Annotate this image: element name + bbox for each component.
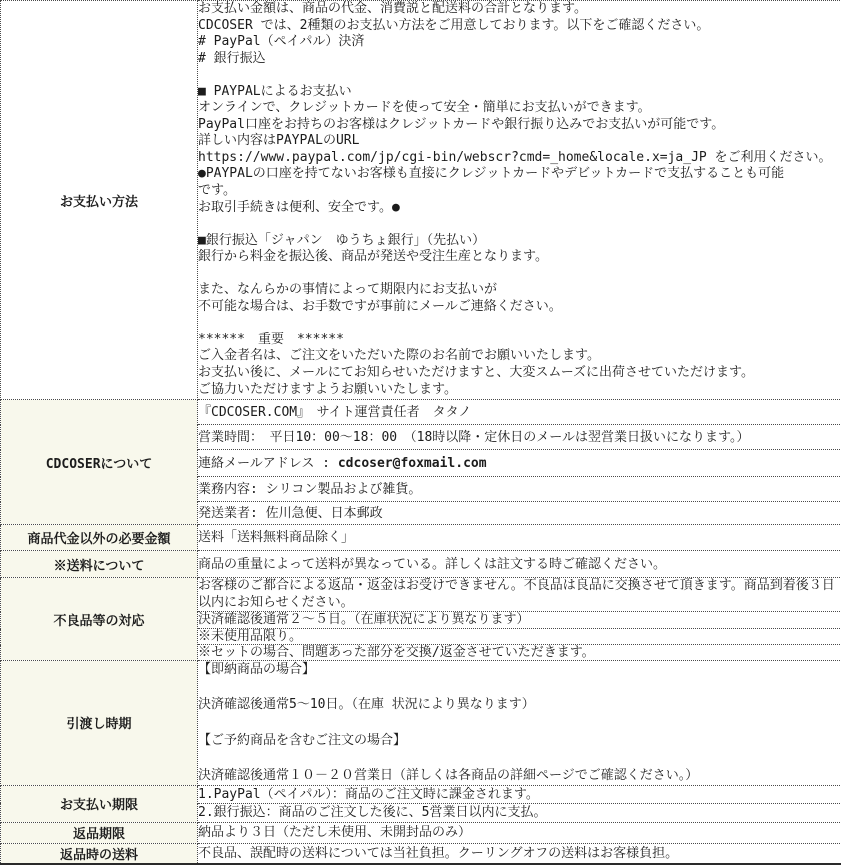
defects-set-policy-text: ※セットの場合、問題あった部分を交換/返金させていただきます。	[198, 645, 595, 660]
defects-cell-3	[198, 629, 841, 645]
business-content-text: 業務内容: シリコン製品および雑貨。	[198, 481, 422, 497]
payment-method-content	[198, 1, 841, 400]
text-line: 【ご予約商品を含むご注文の場合】	[198, 732, 407, 748]
paypal-url-text: https://www.paypal.com/jp/cgi-bin/webscr?cmd=_home&locale.x=ja_JP をご利用ください。	[198, 149, 832, 165]
row-about	[1, 400, 841, 425]
text-line: ●PAYPALの口座を持てないお客様も直接にクレジットカードやデビットカードで支払することも可能	[198, 166, 785, 182]
text-line: ■銀行振込「ジャパン ゆうちょ銀行」（先払い）	[198, 232, 486, 248]
return-shipping-content	[198, 843, 841, 864]
payment-deadline-header: お支払い期限	[1, 785, 198, 822]
about-hours-cell	[198, 425, 841, 450]
paypal-deadline-text: 1.PayPal（ペイパル）：商品のご注文時に課金されます。	[198, 786, 539, 802]
defects-cell-1	[198, 578, 841, 612]
return-deadline-header: 返品期限	[1, 822, 198, 843]
text-line: お取引手続きは便利、安全です。●	[198, 199, 400, 215]
text-line: 【即納商品の場合】	[198, 662, 316, 677]
row-extra-fees	[1, 525, 841, 551]
shipping-note-header: ※送料について	[1, 551, 198, 578]
about-header: CDCOSERについて	[1, 400, 198, 525]
text-line	[198, 749, 841, 767]
text-line: ご入金者名は、ご注文をいただいた際のお名前でお願いいたします。	[198, 348, 600, 364]
site-operator-text: 『CDCOSER.COM』 サイト運営責任者 タタノ	[198, 404, 472, 420]
row-payment-method	[1, 1, 841, 400]
return-shipping-text: 不良品、誤配時の送料については当社負担。クーリングオフの送料はお客様負担。	[198, 845, 679, 861]
defects-cell-2	[198, 612, 841, 629]
text-line: 詳しい内容はPAYPALのURL	[198, 133, 360, 149]
contact-email: cdcoser@foxmail.com	[337, 455, 487, 471]
text-line: ご協力いただけますようお願いいたします。	[198, 381, 457, 397]
about-site-cell	[198, 400, 841, 425]
about-business-cell	[198, 477, 841, 502]
row-return-shipping	[1, 843, 841, 864]
business-hours-text: 営業時間： 平日10：00～18：00 （18時以降・定休日のメールは翌営業日扱いになります。）	[198, 429, 750, 445]
text-line: # 銀行振込	[198, 50, 266, 66]
row-return-deadline	[1, 822, 841, 843]
text-line: # PayPal（ペイパル）決済	[198, 34, 365, 50]
contact-label: 連絡メールアドレス :	[198, 455, 338, 471]
payment-deadline-cell-2	[198, 803, 841, 822]
extra-fees-content	[198, 525, 841, 551]
text-line: 決済確認後通常5～10日。（在庫 状況により異なります）	[198, 697, 535, 713]
about-shipper-cell	[198, 502, 841, 525]
text-line: お支払い金額は、商品の代金、消費説と配送料の合計となります。	[198, 1, 587, 16]
text-line: 決済確認後通常１０－２０営業日（詳しくは各商品の詳細ページでご確認ください。）	[198, 768, 699, 784]
defects-header: 不良品等の対応	[1, 578, 198, 661]
text-line	[198, 315, 841, 332]
payment-deadline-cell-1	[198, 785, 841, 803]
text-line: CDCOSER では、2種類のお支払い方法をご用意しております。以下をご確認ください。	[198, 17, 710, 33]
defects-unused-only-text: ※未使用品限り。	[198, 629, 303, 644]
defects-cell-4	[198, 645, 841, 661]
extra-fees-text: 送料「送料無料商品除く」	[198, 530, 355, 545]
row-payment-deadline	[1, 785, 841, 803]
text-line: です。	[198, 183, 236, 199]
delivery-content	[198, 661, 841, 786]
row-delivery	[1, 661, 841, 786]
return-deadline-content	[198, 822, 841, 843]
text-line: また、なんらかの事情によって期限内にお支払いが	[198, 282, 498, 298]
text-line: ****** 重要 ******	[198, 331, 344, 347]
about-contact-cell	[198, 450, 841, 477]
text-line	[198, 216, 841, 233]
text-line: オンラインで、クレジットカードを使って安全・簡単にお支払いができます。	[198, 100, 651, 116]
bank-deadline-text: 2.銀行振込：商品のご注文した後に、5営業日以内に支払。	[198, 805, 547, 821]
extra-fees-header: 商品代金以外の必要金額	[1, 525, 198, 551]
return-shipping-header: 返品時の送料	[1, 843, 198, 864]
defects-policy-text: お客様のご都合による返品・返金はお受けできません。不良品は良品に交換させて頂きます。商品到着後３日以内にお知らせください。	[198, 578, 835, 610]
text-line: ■ PAYPALによるお支払い	[198, 83, 352, 99]
text-line	[198, 67, 841, 84]
text-line	[198, 266, 841, 283]
return-deadline-text: 納品より３日（ただし未使用、未開封品のみ）	[198, 825, 472, 841]
delivery-header: 引渡し時期	[1, 661, 198, 786]
row-shipping-note	[1, 551, 841, 578]
row-defects	[1, 578, 841, 612]
text-line	[198, 714, 841, 732]
text-line: 不可能な場合は、お手数ですが事前にメールご連絡ください。	[198, 298, 562, 314]
shipping-note-text: 商品の重量によって送料が異なっている。詳しくは註文する時ご確認ください。	[198, 556, 667, 572]
text-line: PayPal口座をお持ちのお客様はクレジットカードや銀行振り込みでお支払いが可能です。	[198, 116, 725, 132]
shipper-text: 発送業者: 佐川急便、日本郵政	[198, 505, 383, 521]
defects-exchange-time-text: 決済確認後通常２～５日。（在庫状況により異なります）	[198, 612, 530, 627]
payment-method-header: お支払い方法	[1, 1, 198, 400]
shipping-note-content	[198, 551, 841, 578]
text-line: お支払い後に、メールにてお知らせいただけますと、大変スムーズに出荷させていただけます。	[198, 365, 755, 381]
text-line	[198, 679, 841, 697]
text-line: 銀行から料金を振込後、商品が発送や受注生産となります。	[198, 249, 548, 265]
